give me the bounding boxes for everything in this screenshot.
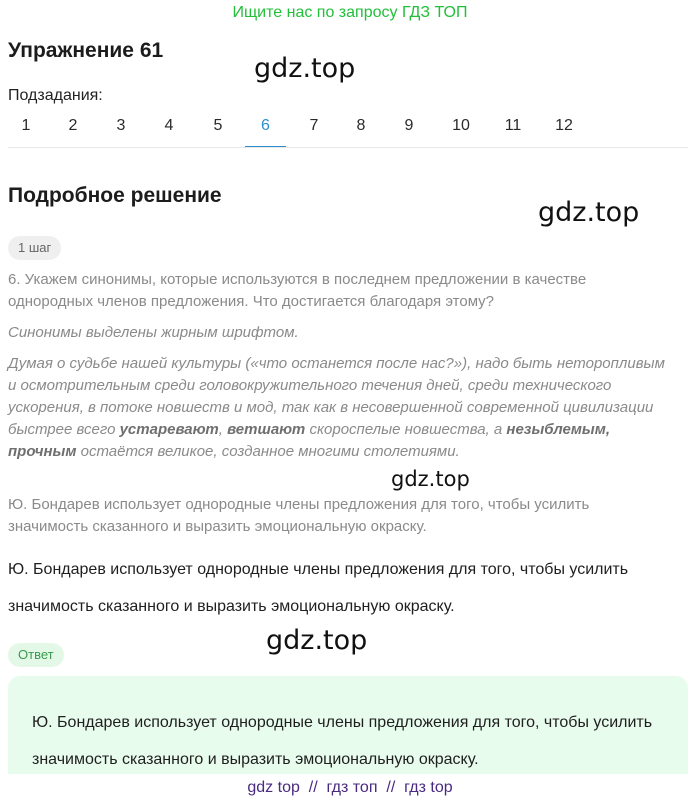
subtask-tab-1[interactable]: 1 (21, 117, 31, 134)
subtask-tab-3[interactable]: 3 (116, 117, 126, 134)
step-badge: 1 шаг (8, 236, 61, 260)
subtask-tab-2[interactable]: 2 (68, 117, 78, 134)
answer-badge: Ответ (8, 643, 64, 667)
step-summary: Ю. Бондарев использует однородные члены предложения для того, чтобы усилить значимость сказанного и выразить эмоциональную окраску. (8, 496, 590, 535)
subtask-tab-11[interactable]: 11 (504, 117, 522, 134)
subtasks-label: Подзадания: (8, 87, 103, 104)
tabs-divider (8, 147, 688, 148)
final-statement: Ю. Бондарев использует однородные члены предложения для того, чтобы усилить значимость сказанного и выразить эмоциональную окраску. (8, 561, 629, 615)
footer-links: gdz top // гдз топ // гдз top (247, 779, 453, 796)
subtask-tabs (0, 110, 690, 148)
solution-title: Подробное решение (8, 184, 222, 207)
subtask-tab-12[interactable]: 12 (555, 117, 573, 134)
quote-bold-word: устаревают (119, 421, 219, 438)
quote-bold-word: незыблемым, прочным (8, 421, 611, 460)
quote-text: остаётся великое, созданное многими столетиями. (76, 443, 460, 460)
subtask-tab-7[interactable]: 7 (309, 117, 319, 134)
step-quote (8, 353, 668, 463)
step-question: 6. Укажем синонимы, которые используются в последнем предложении в качестве однородных членов предложения. Что достигается благодаря этому? (8, 271, 587, 310)
answer-text: Ю. Бондарев использует однородные члены предложения для того, чтобы усилить значимость сказанного и выразить эмоциональную окраску. (32, 714, 653, 768)
watermark: gdz.top (254, 53, 356, 84)
subtask-tab-4[interactable]: 4 (164, 117, 174, 134)
watermark: gdz.top (266, 625, 368, 656)
quote-text: скороспелые новшества, а (305, 421, 507, 438)
subtask-tab-9[interactable]: 9 (404, 117, 414, 134)
subtask-tab-5[interactable]: 5 (213, 117, 223, 134)
page-title: Упражнение 61 (8, 39, 164, 62)
watermark: gdz.top (538, 197, 640, 228)
subtask-tab-10[interactable]: 10 (452, 117, 470, 134)
watermark: gdz.top (391, 467, 470, 491)
promo-banner: Ищите нас по запросу ГДЗ ТОП (232, 4, 468, 21)
quote-bold-word: ветшают (227, 421, 306, 438)
quote-text: Думая о судьбе нашей культуры («что останется после нас?»), надо быть неторопливым и осмотрительным среди головокружительного течения дней, среди технического ускорения, в потоке новшеств и мод, так как в несовершенной современной цивилизации быстрее всего (8, 355, 665, 438)
answer-box (8, 676, 688, 774)
step-note: Синонимы выделены жирным шрифтом. (8, 324, 299, 341)
quote-text: , (218, 421, 228, 438)
subtask-tab-8[interactable]: 8 (356, 117, 366, 134)
subtask-tab-6[interactable]: 6 (245, 110, 286, 148)
